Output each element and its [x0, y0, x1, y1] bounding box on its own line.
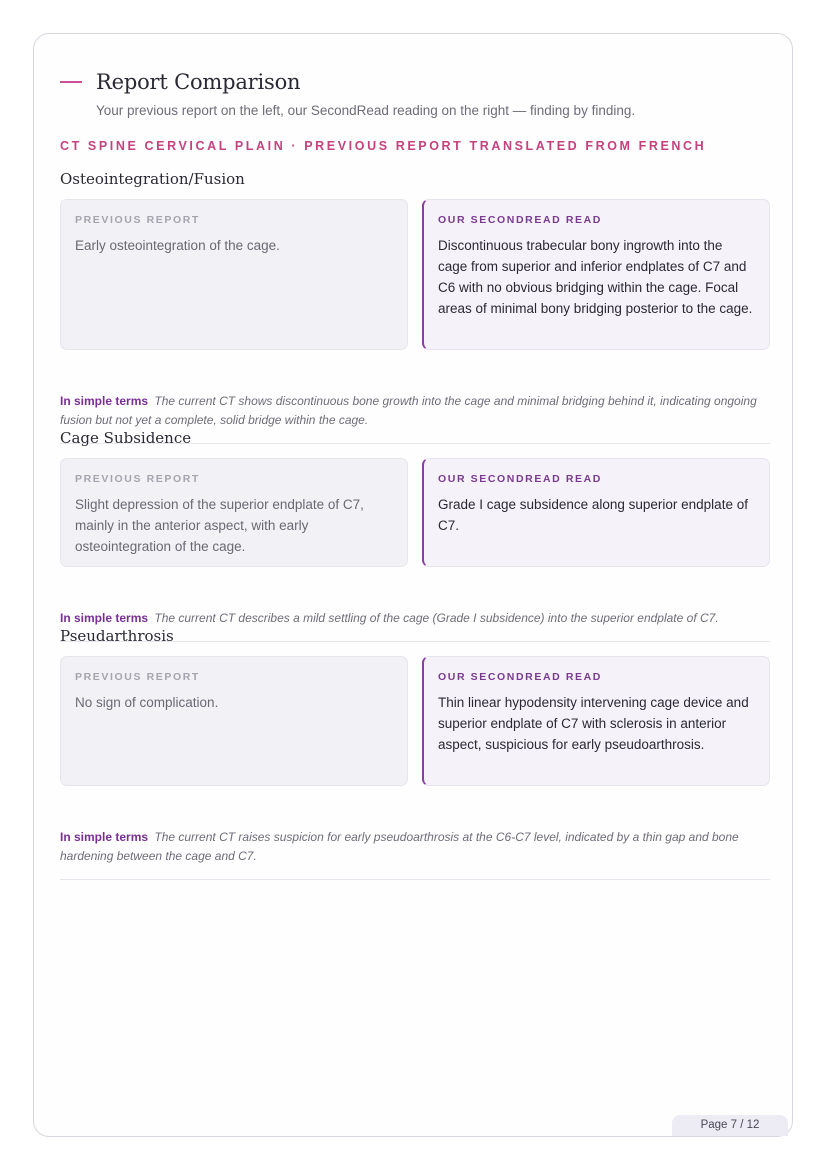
secondread-box	[422, 656, 770, 786]
secondread-text: Grade I cage subsidence along superior endplate of C7.	[438, 497, 748, 533]
secondread-box	[422, 458, 770, 567]
previous-report-text: Early osteointegration of the cage.	[75, 238, 280, 253]
comparison-row	[60, 656, 770, 786]
secondread-text: Thin linear hypodensity intervening cage device and superior endplate of C7 with sclerosis in anterior aspect, suspicious for early pseudoarthrosis.	[438, 695, 749, 752]
secondread-box	[422, 199, 770, 350]
report-page	[33, 33, 793, 1137]
finding-pseudarthrosis	[60, 625, 770, 863]
secondread-label: OUR SECONDREAD READ	[438, 473, 602, 485]
previous-report-box	[60, 656, 408, 786]
finding-divider	[60, 879, 770, 880]
finding-cage-subsidence	[60, 427, 770, 625]
previous-report-label: PREVIOUS REPORT	[75, 473, 200, 485]
simple-terms-text: The current CT raises suspicion for early pseudoarthrosis at the C6-C7 level, indicated by a thin gap and bone hardening between the cage and C7.	[60, 830, 739, 863]
secondread-label: OUR SECONDREAD READ	[438, 671, 602, 683]
study-context-label: CT SPINE CERVICAL PLAIN · PREVIOUS REPORT TRANSLATED FROM FRENCH	[60, 139, 707, 153]
simple-terms-label: In simple terms	[60, 394, 149, 408]
simple-terms-text: The current CT shows discontinuous bone growth into the cage and minimal bridging behind it, indicating ongoing fusion but not yet a complete, solid bridge within the cage.	[60, 394, 757, 427]
secondread-text: Discontinuous trabecular bony ingrowth into the cage from superior and inferior endplates of C7 and C6 with no obvious bridging within the cage. Focal areas of minimal bony bridging posterior to the cage.	[438, 238, 753, 316]
previous-report-box	[60, 199, 408, 350]
secondread-label: OUR SECONDREAD READ	[438, 214, 602, 226]
page-title: Report Comparison	[96, 70, 301, 94]
title-accent-dash	[60, 81, 82, 83]
title-row	[60, 70, 300, 94]
comparison-row	[60, 458, 770, 567]
comparison-row	[60, 199, 770, 350]
page-number-badge: Page 7 / 12	[672, 1115, 788, 1136]
previous-report-text: No sign of complication.	[75, 695, 219, 710]
simple-terms-label: In simple terms	[60, 611, 149, 625]
finding-heading: Pseudarthrosis	[60, 627, 174, 645]
simple-terms-note	[60, 392, 770, 430]
page-subtitle: Your previous report on the left, our SecondRead reading on the right — finding by finding.	[96, 103, 636, 118]
simple-terms-text: The current CT describes a mild settling of the cage (Grade I subsidence) into the superior endplate of C7.	[154, 611, 719, 625]
previous-report-box	[60, 458, 408, 567]
finding-osteointegration	[60, 168, 770, 427]
previous-report-text: Slight depression of the superior endplate of C7, mainly in the anterior aspect, with early osteointegration of the cage.	[75, 497, 364, 554]
simple-terms-note	[60, 828, 770, 866]
finding-heading: Osteointegration/Fusion	[60, 170, 245, 188]
finding-heading: Cage Subsidence	[60, 429, 192, 447]
previous-report-label: PREVIOUS REPORT	[75, 214, 200, 226]
simple-terms-label: In simple terms	[60, 830, 149, 844]
previous-report-label: PREVIOUS REPORT	[75, 671, 200, 683]
